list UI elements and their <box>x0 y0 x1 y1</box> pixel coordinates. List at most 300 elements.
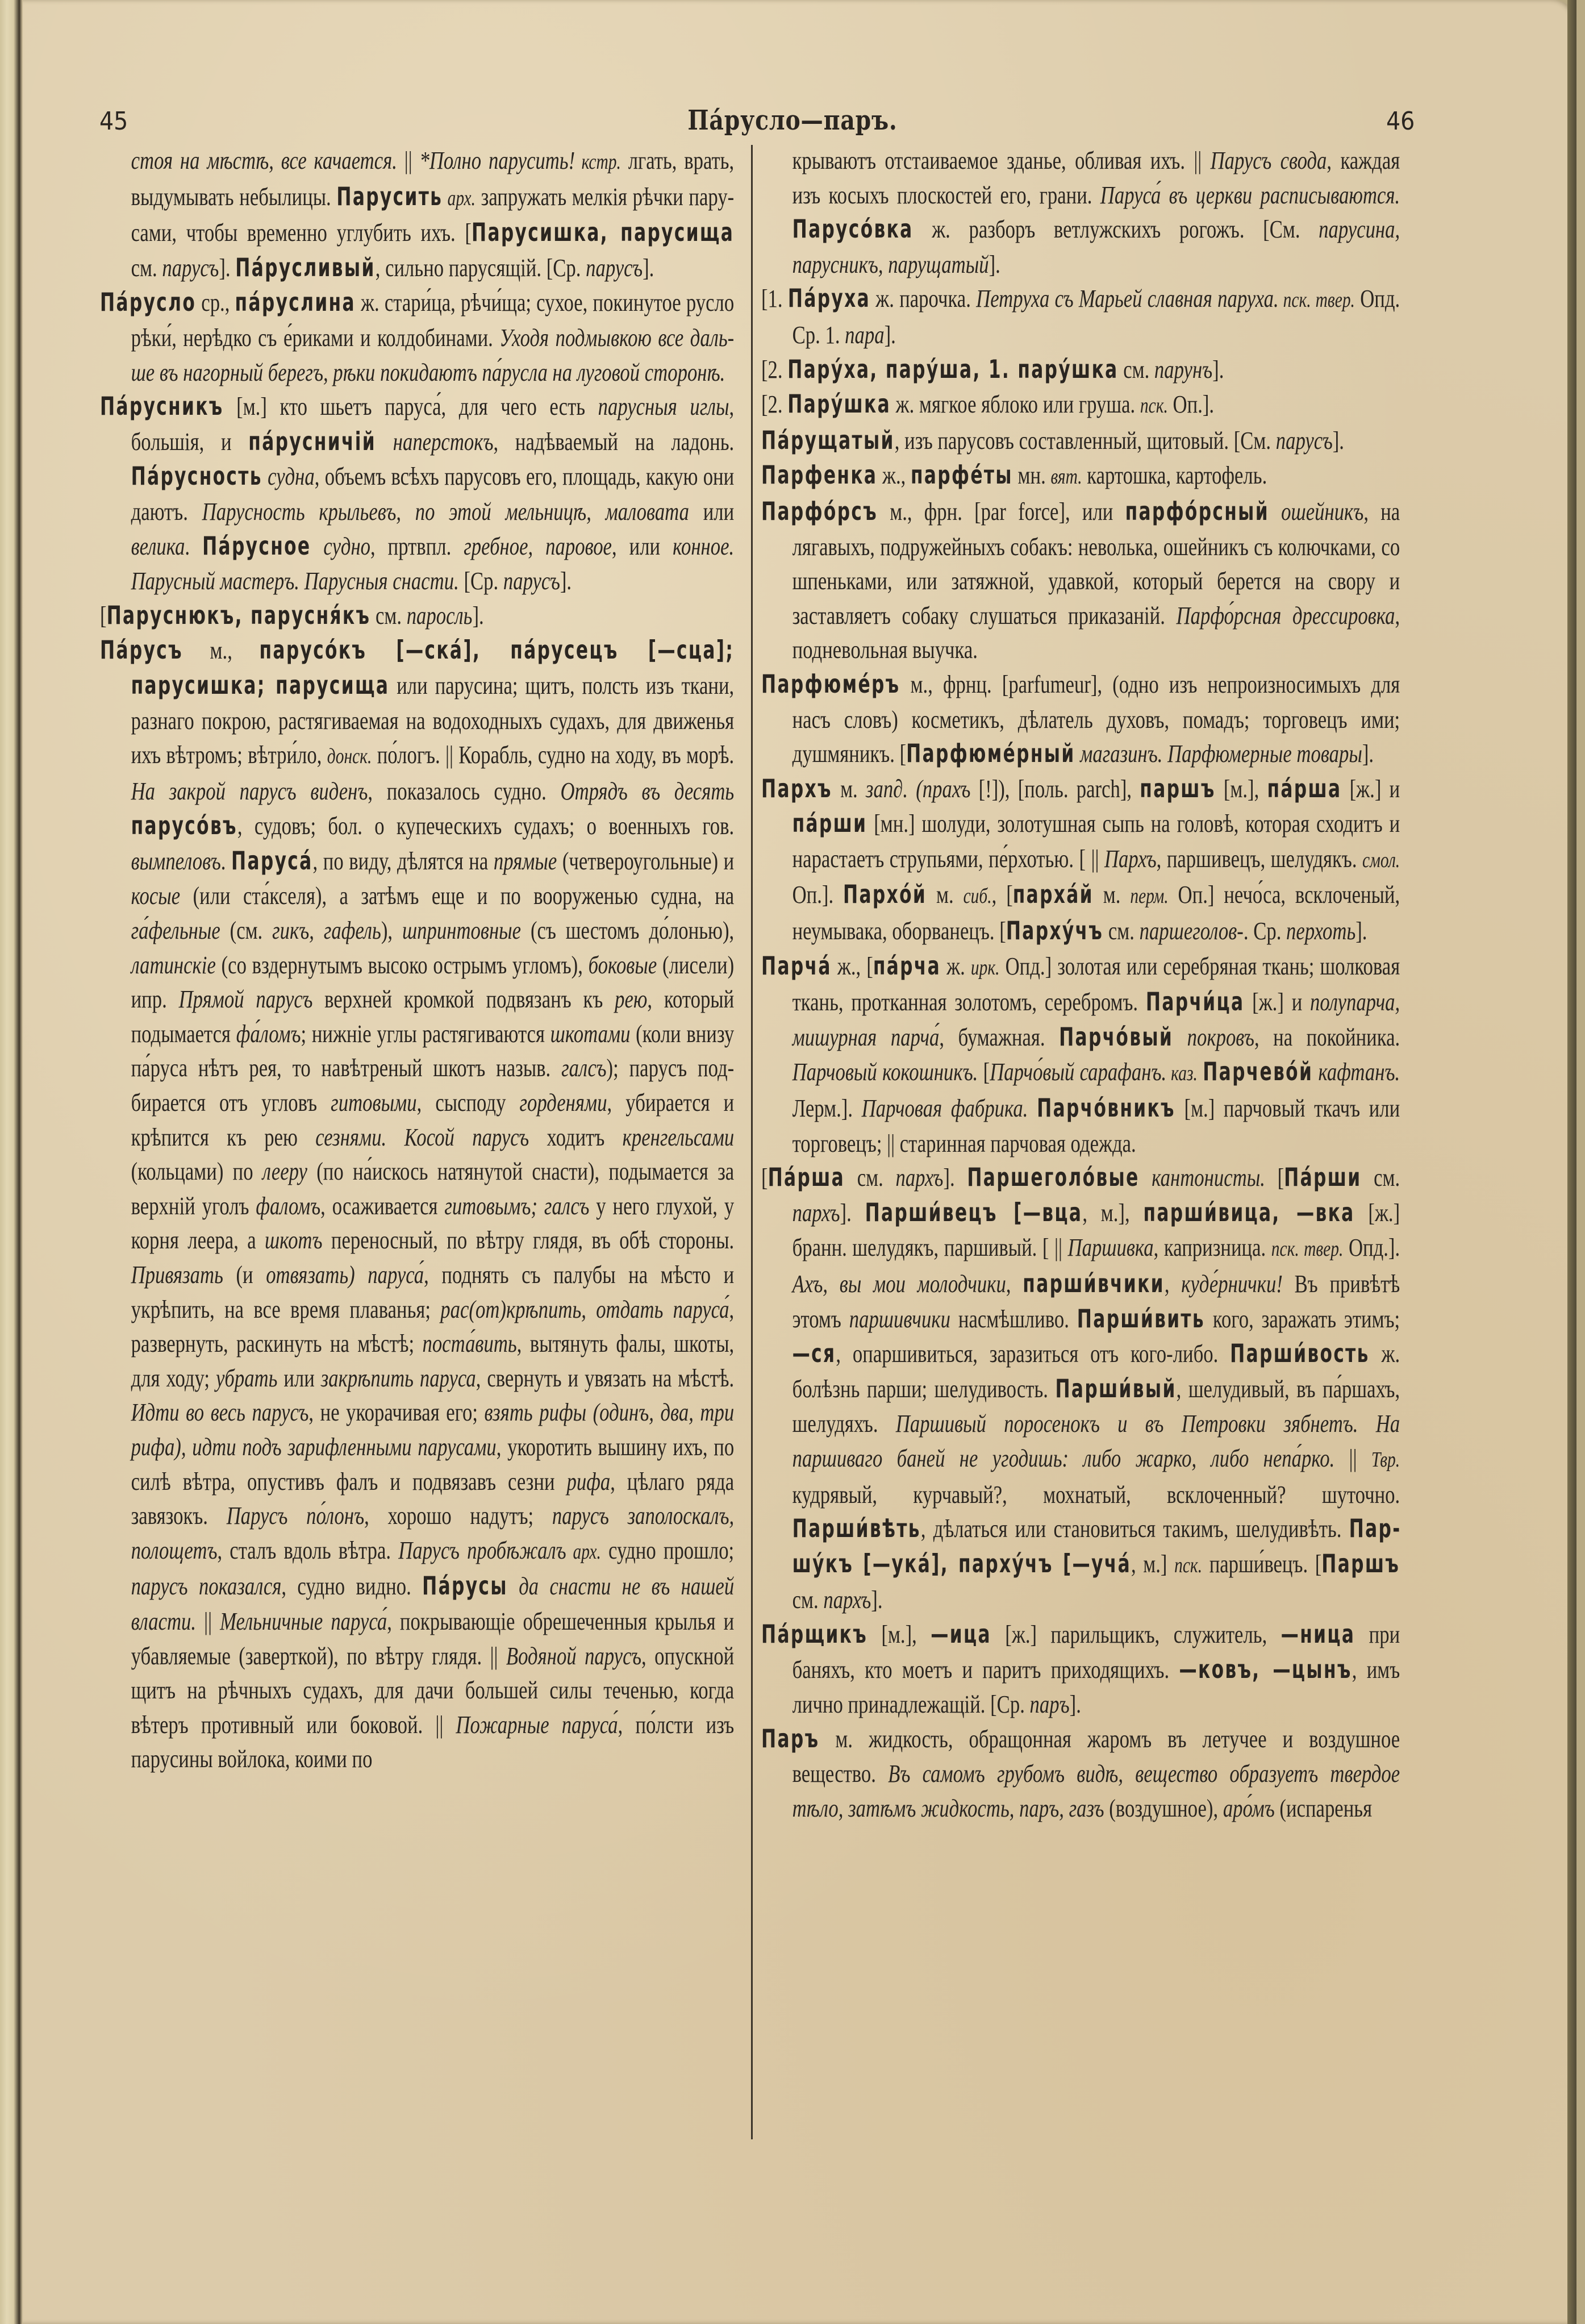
italic-text: парусъ заполоскалъ, полощетъ <box>131 1501 735 1564</box>
definition-text: , судовъ; бол. о купеческихъ судахъ; о военныхъ гов. <box>237 811 735 840</box>
headword: Па́руха <box>787 284 871 314</box>
italic-text: парусъ <box>503 567 560 595</box>
headword: Пару́шка <box>787 390 891 419</box>
column-left-text <box>100 143 734 1776</box>
italic-text: Парчовая фабрика. <box>861 1094 1028 1123</box>
definition-text: [ж.] и <box>1341 774 1400 803</box>
definition-text: , укоротить вышину ихъ, по силѣ вѣтра, опустивъ фалъ и подвязавъ сезни <box>131 1432 735 1496</box>
definition-text: , <box>1164 1269 1182 1298</box>
italic-text: шкотами <box>550 1019 631 1048</box>
headword: Паршеголо́вые <box>967 1163 1140 1193</box>
italic-text: Пожарные паруса́ <box>456 1710 618 1739</box>
definition-text: , сильно парусящій. [Ср. <box>375 253 586 282</box>
definition-text: ж. болѣзнь парши; шелудивость. <box>792 1339 1400 1403</box>
definition-text: ж. парочка. <box>870 284 977 313</box>
headword: —ковъ, —цынъ <box>1179 1655 1352 1684</box>
definition-text: ]. <box>1212 355 1224 384</box>
definition-text: , сысподу <box>416 1088 520 1117</box>
headword: Парши́вѣть <box>792 1514 921 1544</box>
italic-text: рею <box>615 985 648 1014</box>
definition-text: [2. <box>761 355 788 384</box>
entry-continuation <box>100 143 734 285</box>
definition-text: ]. <box>840 1198 865 1227</box>
italic-text: отвязать) паруса́ <box>266 1260 424 1289</box>
definition-text: ]. <box>871 1585 883 1614</box>
definition-text: ]. <box>472 601 484 630</box>
headword: па́рши <box>792 809 867 839</box>
definition-text: или <box>277 1363 321 1392</box>
definition-text: [ <box>100 601 107 630</box>
italic-text: Ахъ, вы мои молодчики <box>792 1269 1006 1298</box>
italic-text: Идти во весь парусъ <box>131 1398 309 1427</box>
definition-text: , судно видно. <box>281 1572 423 1601</box>
definition-text: , паршивецъ, шелудякъ. <box>1156 844 1363 873</box>
definition-text: или <box>689 497 735 526</box>
italic-text: пара <box>845 320 885 349</box>
definition-text: Оп.]. <box>1167 390 1215 419</box>
abbreviation: Твр. <box>1371 1447 1400 1472</box>
definition-text: ]. <box>943 1163 967 1192</box>
dictionary-entry <box>100 598 734 634</box>
headword: Па́русъ <box>100 636 183 665</box>
definition-text: Въ привѣтѣ этомъ <box>792 1269 1400 1333</box>
definition-text: , дѣлаться или становиться такимъ, шелудивѣть. <box>920 1514 1349 1543</box>
italic-text: парусъ <box>1275 426 1333 455</box>
definition-text: насмѣшливо. <box>950 1304 1077 1333</box>
definition-text: ]. <box>560 567 572 595</box>
italic-text: парунъ <box>1154 355 1213 384</box>
headword: парфо́рсный <box>1125 497 1269 526</box>
column-right <box>761 143 1401 1826</box>
definition-text: [Ср. <box>458 567 503 595</box>
definition-text: , или <box>611 531 673 560</box>
definition-text: , вытянуть фалы, шкоты, для ходу; <box>131 1329 735 1392</box>
headword: па́русничій <box>248 427 377 456</box>
dictionary-entry <box>761 667 1400 772</box>
definition-text: см. <box>131 253 162 282</box>
page-edge-right <box>1567 0 1576 2324</box>
definition-text: [1. <box>761 284 788 313</box>
abbreviation: пск. <box>1174 1553 1203 1577</box>
headword: Пархъ <box>761 774 832 803</box>
definition-text: судно прошло; <box>600 1535 735 1564</box>
italic-text: гитовымъ; галсъ <box>444 1191 590 1220</box>
abbreviation: ирк. <box>970 955 1000 980</box>
definition-text <box>1028 1094 1037 1122</box>
headword: Парчево́й <box>1203 1057 1313 1087</box>
italic-text: парусъ <box>162 253 219 282</box>
italic-text: сезнями. Косой парусъ <box>315 1122 529 1151</box>
italic-text: закрѣпить паруса <box>320 1363 476 1392</box>
italic-text: Прямой парусъ <box>178 985 313 1014</box>
italic-text: паршивчики <box>849 1304 950 1333</box>
definition-text: , поднять съ палубы на мѣсто и укрѣпить, на все время плаванья; <box>131 1260 735 1323</box>
headword: парфе́ты <box>910 461 1013 490</box>
definition-text: , по́лсти изъ парусины войлока, коими по <box>131 1710 735 1773</box>
italic-text: кренгельсами <box>622 1122 735 1151</box>
italic-text: гребное, паровое <box>464 531 612 560</box>
definition-text: Опд.]. <box>1343 1233 1400 1262</box>
headword: паршъ <box>1140 774 1216 803</box>
definition-text: картошка, картофель. <box>1082 461 1267 490</box>
italic-text: Паршивый поросенокъ и въ Петровки зябнетъ. На паршиваго баней не угодишь: либо жарко, либо непа́рко. <box>792 1409 1400 1472</box>
italic-text: Парусъ свода <box>1210 146 1327 174</box>
definition-text: ]. <box>1332 426 1344 455</box>
definition-text: , на покойника. <box>1254 1022 1400 1051</box>
headword: Парчо́вый <box>1059 1022 1174 1052</box>
running-title: Па́русло—паръ. <box>687 105 898 136</box>
definition-text: при баняхъ, кто моетъ и паритъ приходящихъ. <box>792 1619 1400 1684</box>
definition-text: , изъ парусовъ составленный, щитовый. [См. <box>894 426 1276 455</box>
definition-text: м. <box>832 774 866 803</box>
headword: Парши́вецъ [—вца <box>865 1198 1083 1227</box>
definition-text: || <box>196 1606 220 1635</box>
definition-text: , показалось судно. <box>368 776 561 805</box>
definition-text: ж., [ <box>831 951 873 980</box>
dictionary-entry <box>761 494 1400 667</box>
italic-text: Парчо́вый сарафанъ. <box>990 1057 1167 1086</box>
italic-text: велика <box>131 531 185 560</box>
definition-text: , [ <box>991 880 1013 909</box>
headword: па́рша <box>1267 774 1342 803</box>
definition-text: (со вздернутымъ высоко острымъ угломъ), <box>215 950 589 979</box>
headword: Паршу́къ [—ука́], парху́чъ [—уча́ <box>792 1514 1400 1579</box>
definition-text: ж. стари́ца, рѣчи́ща; сухое, покинутое русло рѣки́, нерѣдко съ е́риками и колдобинами. <box>131 288 735 352</box>
headword: парусо́къ [—ска́], па́русецъ [—сца]; парусишка; парусища <box>131 636 735 700</box>
definition-text: (или ста́кселя), а затѣмъ еще и по вооруженью судна, на <box>180 881 735 910</box>
page-number-right: 46 <box>1386 107 1415 136</box>
italic-text: На закрой парусъ виденъ <box>131 776 368 805</box>
italic-text: Паршивка <box>1067 1233 1154 1262</box>
definition-text: см. <box>792 1585 824 1614</box>
italic-text: поста́вить <box>422 1329 517 1358</box>
definition-text: м. <box>1093 880 1131 909</box>
column-left <box>100 143 735 1776</box>
definition-text: ср., <box>196 288 235 317</box>
definition-text: Лерм.]. <box>792 1094 862 1123</box>
definition-text: (коли внизу па́руса нѣтъ рея, то навѣтреный шкотъ назыв. <box>131 1019 735 1082</box>
headword: Па́русы <box>422 1572 508 1601</box>
definition-text: , капризница. <box>1153 1233 1271 1262</box>
definition-text: (съ шестомъ до́лонью), <box>521 916 735 945</box>
definition-text: ); парусъ подбирается отъ угловъ <box>131 1053 735 1117</box>
definition-text: . <box>185 531 203 560</box>
abbreviation: сиб. <box>963 884 992 909</box>
italic-text: рас(от)крѣпить, отдать паруса́ <box>440 1294 729 1323</box>
definition-text: (воздушное), <box>1104 1793 1223 1822</box>
definition-text: , м.], <box>1082 1198 1144 1227</box>
italic-text: наперстокъ <box>376 427 494 456</box>
definition-text: ]. <box>219 253 236 282</box>
definition-text: ]. <box>1069 1690 1081 1719</box>
italic-text: га́фельные <box>131 916 220 945</box>
definition-text: ж., <box>877 461 911 490</box>
abbreviation: пск. твер. <box>1271 1237 1344 1261</box>
italic-text: *Полно парусить! <box>419 146 575 174</box>
definition-text: || <box>1334 1443 1371 1472</box>
headword: па́рча <box>873 951 941 981</box>
definition-text: , убирается и крѣпится къ рею <box>131 1088 735 1151</box>
definition-text: , сталъ вдоль вѣтра. <box>217 1535 399 1564</box>
definition-text: [ж.] бранн. шелудякъ, паршивый. [ || <box>792 1198 1400 1262</box>
definition-text: м., фрн. [par force], или <box>878 497 1125 526</box>
book-binding-edge <box>0 0 23 2324</box>
definition-text: см. <box>1118 355 1154 384</box>
definition-text: , бумажная. <box>939 1022 1060 1051</box>
headword: Парусишка, парусища <box>471 218 735 248</box>
headword: Пару́ха, пару́ша, 1. пару́шка <box>787 355 1119 384</box>
definition-text: || <box>397 146 420 174</box>
abbreviation: арх. <box>443 186 476 210</box>
headword: Парши́вить <box>1077 1304 1205 1334</box>
headword: парши́вчики <box>1023 1269 1165 1298</box>
headword: Па́русное <box>202 531 311 561</box>
headword: Па́русникъ <box>100 392 224 422</box>
definition-text: , <box>1006 1269 1023 1298</box>
abbreviation: пск. твер. <box>1278 288 1355 313</box>
abbreviation: смол. <box>1362 848 1400 872</box>
definition-text: [!]), [поль. parch], <box>970 774 1140 803</box>
italic-text: Пархъ <box>1104 844 1157 873</box>
definition-text: ]. <box>988 249 1000 278</box>
definition-text: [ж.] парильщикъ, служитель, <box>991 1619 1281 1648</box>
dictionary-entry <box>761 423 1400 459</box>
headword: —ица <box>931 1619 991 1649</box>
definition-text: [мн.] шолуди, золотушная сыпь на головѣ, которая сходитъ и нарастаетъ струпьями, пе́рхотью. [ || <box>792 809 1400 873</box>
dictionary-entry <box>761 1160 1400 1617</box>
italic-text: парусъ <box>586 253 643 282</box>
abbreviation: перм. <box>1130 884 1169 909</box>
italic-text: Въ самомъ грубомъ видѣ, вещество образуетъ твердое тѣло, затѣмъ жидкость, паръ, газъ <box>792 1759 1400 1822</box>
italic-text: горденями <box>519 1088 607 1117</box>
italic-text: гикъ, гафель <box>272 916 381 945</box>
headword: Парши́вый <box>1055 1374 1177 1403</box>
page-number-left: 45 <box>99 107 128 136</box>
column-divider <box>751 145 753 2139</box>
headword: Па́русливый <box>235 253 376 282</box>
italic-text: пархъ <box>792 1198 840 1227</box>
italic-text: пархъ <box>895 1163 944 1192</box>
headword: Паршъ <box>1321 1549 1400 1579</box>
definition-text: см. <box>1103 917 1140 946</box>
definition-text: , хорошо надутъ; <box>364 1501 552 1530</box>
headword: Парчи́ца <box>1145 988 1245 1017</box>
definition-text: , развернуть, раскинуть на мѣстѣ; <box>131 1294 735 1358</box>
definition-text: , объемъ всѣхъ парусовъ его, площадь, какую они даютъ. <box>131 462 735 526</box>
italic-text: Уходя подмывкою все дальше въ нагорный берегъ, рѣки покидаютъ па́русла на луговой сторонѣ. <box>131 323 735 386</box>
definition-text: по́логъ. || Корабль, судно на ходу, въ морѣ. <box>372 740 735 769</box>
italic-text: фа́ломъ <box>236 1019 301 1048</box>
definition-text: см. <box>370 601 407 630</box>
italic-text: кантонисты. <box>1139 1163 1265 1192</box>
italic-text: Парусъ пробѣжалъ <box>398 1535 566 1564</box>
definition-text: (испаренья <box>1274 1793 1373 1822</box>
definition-text: крываютъ отстаиваемое зданье, обливая ихъ. || <box>792 146 1211 174</box>
definition-text: , каждая изъ косыхъ плоскостей его, грани. <box>792 146 1400 209</box>
italic-text: кафтанъ. <box>1313 1057 1400 1086</box>
headword: Парши́вость <box>1230 1339 1370 1369</box>
definition-text: м., <box>182 636 260 665</box>
definition-text: , подневольная выучка. <box>792 601 1400 664</box>
dictionary-entry <box>761 387 1400 423</box>
definition-text: ), <box>381 916 402 945</box>
italic-text: покровъ <box>1173 1022 1254 1051</box>
definition-text: , м.] <box>1131 1549 1175 1578</box>
definition-text: ]. <box>643 253 654 282</box>
definition-text: ]. <box>1355 917 1367 946</box>
headword: Па́рущатый <box>761 426 895 455</box>
dictionary-entry <box>761 458 1400 494</box>
italic-text: судна <box>262 462 315 491</box>
italic-text: ошейникъ <box>1269 497 1364 526</box>
italic-text: паросль <box>406 601 473 630</box>
definition-text: , пртвпл. <box>370 531 464 560</box>
headword: Паруснюкъ, парусня́къ <box>106 601 371 630</box>
italic-text: взять рифы (одинъ, два, три рифа), идти подъ зарифленными парусами <box>131 1398 735 1461</box>
italic-text: Парусность крыльевъ, по этой мельницѣ, маловата <box>202 497 690 526</box>
italic-text: вымпеловъ <box>131 846 221 875</box>
definition-text: верхней кромкой подвязанъ къ <box>312 985 615 1014</box>
italic-text: латинскіе <box>131 950 216 979</box>
definition-text: , цѣлаго ряда завязокъ. <box>131 1467 735 1530</box>
dictionary-entry <box>100 285 734 389</box>
italic-text: прямые <box>493 846 557 875</box>
definition-text: переносный, по вѣтру глядя, въ обѣ стороны. <box>322 1226 735 1255</box>
definition-text: [ <box>978 1057 990 1086</box>
definition-text: , не укорачивая его; <box>308 1398 485 1427</box>
italic-text: леeру <box>262 1157 307 1186</box>
definition-text: см. <box>845 1163 896 1192</box>
definition-text: ж. разборъ ветлужскихъ рогожъ. [См. <box>913 215 1319 244</box>
definition-text: у него глухой, у корня леера, а <box>131 1191 735 1255</box>
headword: Парфо́рсъ <box>761 497 878 526</box>
abbreviation: кстр. <box>575 150 621 174</box>
definition-text: мн. <box>1012 461 1051 490</box>
definition-text: , надѣваемый на ладонь. <box>493 427 735 456</box>
italic-text: полупарча, мишурная парча́ <box>792 988 1400 1051</box>
headword: Парфенка <box>761 461 878 490</box>
headword: Пархо́й <box>843 880 927 910</box>
entry-continuation <box>761 143 1400 281</box>
headword: па́руслина <box>235 288 356 318</box>
definition-text: запружать мелкія рѣчки парусами, чтобы временно углубить ихъ. [ <box>131 182 735 247</box>
headword: Парфюме́ръ <box>761 669 900 699</box>
definition-text: м., фрнц. [parfumeur], (одно изъ непроизносимыхъ для насъ словъ) косметикъ, дѣлатель духовъ, помадъ; торговецъ ими; душмяникъ. [ <box>792 669 1400 768</box>
italic-text: зап∂. (прахъ <box>865 774 971 803</box>
definition-text: , большія, и <box>131 392 735 456</box>
definition-text: . <box>220 846 232 875</box>
italic-text: куде́рнички! <box>1181 1269 1283 1298</box>
headword: Парчо́вникъ <box>1037 1094 1175 1123</box>
abbreviation: арх. <box>566 1539 601 1564</box>
definition-text <box>1198 1057 1203 1086</box>
italic-text: гитовыми <box>331 1088 417 1117</box>
dictionary-entry <box>761 1617 1400 1722</box>
definition-text: парши́вецъ. [ <box>1202 1549 1322 1578</box>
definition-text: ; нижніе углы растягиваются <box>301 1019 550 1048</box>
italic-text: стоя на мѣстѣ, все качается. <box>131 146 397 174</box>
definition-text: (и <box>223 1260 266 1289</box>
definition-text: ]. <box>884 320 896 349</box>
italic-text: шпринтовные <box>402 916 522 945</box>
dictionary-entry <box>100 389 734 598</box>
abbreviation: донск. <box>327 744 372 769</box>
headword: Парусо́вка <box>792 215 914 244</box>
headword: Паруса́ <box>231 846 313 876</box>
abbreviation: вят. <box>1050 465 1082 489</box>
dictionary-entry <box>761 281 1400 352</box>
headword: парха́й <box>1012 880 1094 910</box>
definition-text: , покрывающіе обрешеченныя крылья и убавляемые (заверткой), по вѣтру глядя. || <box>131 1606 735 1670</box>
italic-text: парусъ показался <box>131 1572 282 1601</box>
definition-text: , на лягавыхъ, подружейныхъ собакъ: неволька, ошейникъ съ колючками, со шпеньками, или затяжной, удавкой, который берется на свору и заставляетъ собаку слушаться приказаній. <box>792 497 1400 630</box>
definition-text: [м.], <box>867 1619 931 1648</box>
column-right-text <box>761 143 1400 1826</box>
headword: Парусить <box>336 182 443 211</box>
definition-text: (см. <box>220 916 273 945</box>
headword: —ница <box>1280 1619 1355 1649</box>
dictionary-entry <box>761 352 1400 388</box>
definition-text: или парусина; щитъ, полсть изъ ткани, разнаго покрою, растягиваемая на водоходныхъ судахъ, для движенья ихъ вѣтромъ; вѣтри́ло, <box>131 670 735 769</box>
definition-text: [м.] кто шьетъ паруса́, для чего есть <box>223 392 598 421</box>
definition-text: ]. <box>1362 739 1374 768</box>
italic-text: да снасти не въ нашей власти. <box>131 1572 735 1635</box>
italic-text: перхоть <box>1286 917 1356 946</box>
running-header <box>0 102 1585 142</box>
definition-text: Опд.] золотая или серебряная ткань; шолковая ткань, протканная золотомъ, серебромъ. <box>792 951 1400 1017</box>
definition-text: [ж.] и <box>1244 988 1311 1017</box>
italic-text: Водяной парусъ <box>506 1641 642 1670</box>
definition-text: (кольцами) по <box>131 1157 262 1186</box>
definition-text: (четвероугольные) и <box>557 846 735 875</box>
italic-text: фаломъ <box>256 1191 321 1220</box>
abbreviation: каз. <box>1166 1061 1198 1086</box>
definition-text: м. <box>927 880 963 909</box>
dictionary-entry <box>761 949 1400 1161</box>
italic-text: Парфо́рсная дрессировка <box>1176 601 1395 630</box>
headword: Парху́чъ <box>1006 917 1104 946</box>
definition-text: , осаживается <box>320 1191 445 1220</box>
headword: —ся <box>792 1339 836 1369</box>
definition-text: кудрявый, курчавый?, мохнатый, всклоченный? шуточно. <box>792 1480 1400 1509</box>
definition-text: , свернуть и увязать на мѣстѣ. <box>476 1363 735 1392</box>
definition-text: кого, заражать этимъ; <box>1204 1304 1400 1333</box>
definition-text: . Ср. <box>1243 917 1287 946</box>
italic-text: аро́мъ <box>1223 1793 1275 1822</box>
headword: Па́рша <box>768 1163 845 1193</box>
headword: Парча́ <box>761 951 832 981</box>
italic-text: Мельничные паруса́ <box>220 1606 387 1635</box>
definition-text: [2. <box>761 390 788 419</box>
definition-text: ж. <box>941 951 971 980</box>
definition-text: Оп.] нечо́са, всклоченый, неумывака, оборванецъ. [ <box>792 880 1400 946</box>
italic-text: паръ <box>1029 1690 1070 1719</box>
definition-text: Опд. Ср. 1. <box>792 284 1400 349</box>
italic-text: парусина, парусникъ, парущатый <box>792 215 1400 278</box>
headword: Па́русность <box>131 462 262 492</box>
definition-text: м. жидкость, обращонная жаромъ въ летучее и воздушное вещество. <box>792 1724 1400 1788</box>
italic-text: Парусъ по́лонъ <box>226 1501 365 1530</box>
italic-text: Парчовый кокошникъ. <box>792 1057 978 1086</box>
italic-text: Отрядъ въ десять <box>560 776 735 805</box>
definition-text: [м.], <box>1215 774 1267 803</box>
italic-text: косые <box>131 881 181 910</box>
headword: Па́рщикъ <box>761 1619 868 1649</box>
headword: парусо́въ <box>131 811 237 841</box>
dictionary-entry <box>100 633 734 1776</box>
definition-text: , по виду, дѣлятся на <box>312 846 494 875</box>
italic-text: убрать <box>215 1363 278 1392</box>
